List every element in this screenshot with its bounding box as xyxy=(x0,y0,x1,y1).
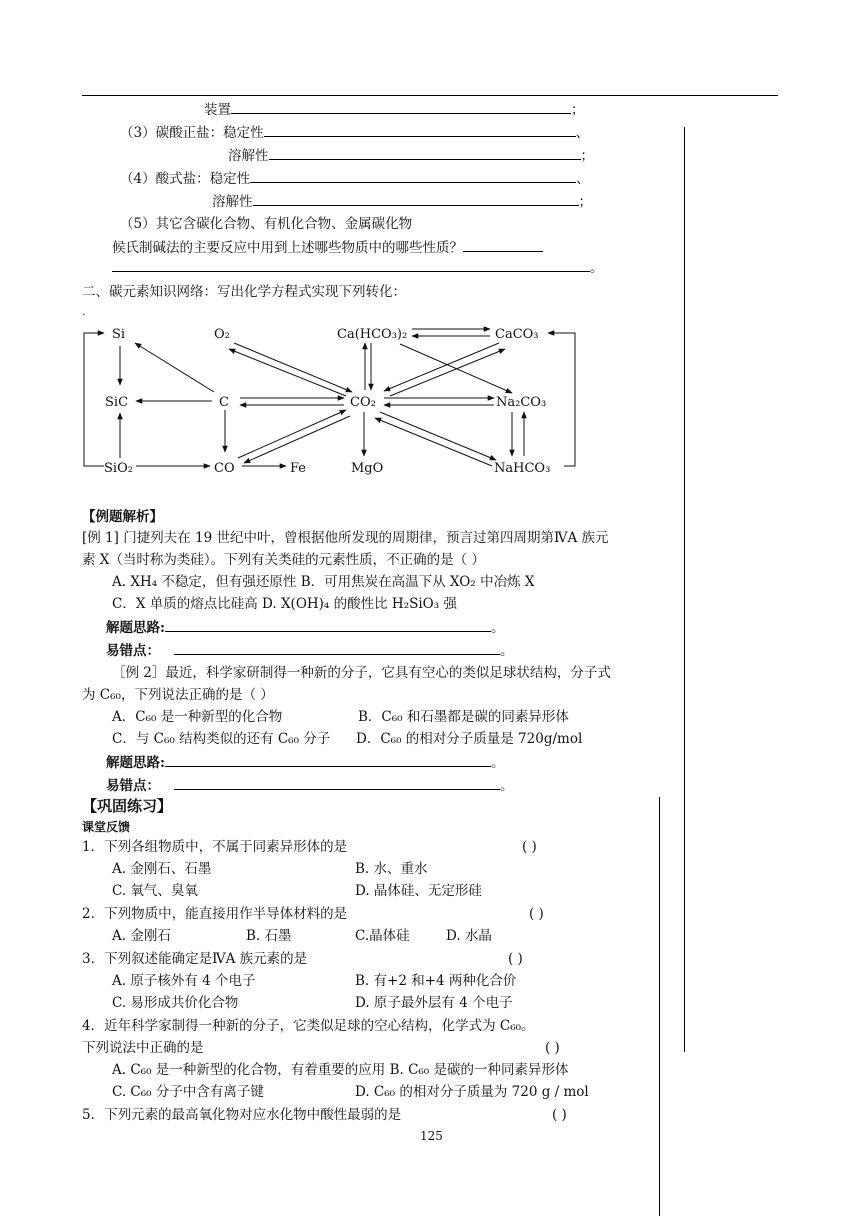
q2-option-b: B. 石墨 xyxy=(246,928,292,944)
practice-header: 【巩固练习】 xyxy=(82,797,173,815)
practice-subheader: 课堂反馈 xyxy=(82,820,131,834)
q4-answer-paren: ( ) xyxy=(545,1040,560,1056)
q1-option-d: D. 晶体硅、无定形硅 xyxy=(355,883,482,899)
q1-option-b: B. 水、重水 xyxy=(355,861,428,877)
device-line: 装置 ； xyxy=(204,102,585,118)
ex2-line2: 为 C₆₀，下列说法正确的是（ ） xyxy=(82,687,274,703)
examples-header: 【例题解析】 xyxy=(82,509,163,525)
arrow-co2-nahco3 xyxy=(380,412,496,460)
node-sio2: SiO₂ xyxy=(104,461,133,476)
q1-option-c: C. 氧气、臭氧 xyxy=(112,883,198,899)
q3-option-a: A. 原子核外有 4 个电子 xyxy=(112,973,256,989)
section2-title: 二、碳元素知识网络：写出化学方程式实现下列转化： xyxy=(82,284,406,300)
ex1-line1: [例 1] 门捷列夫在 19 世纪中叶，曾根据他所发现的周期律，预言过第四周期第ⅣA 族元 xyxy=(82,530,609,546)
arrow-co2-caco3 xyxy=(390,349,505,396)
node-nahco3: NaHCO₃ xyxy=(494,461,551,476)
ex2-option-b: B．C₆₀ 和石墨都是碳的同素异形体 xyxy=(358,709,569,725)
ex2-option-a: A．C₆₀ 是一种新型的化合物 xyxy=(112,709,283,725)
normal-salt-solubility: 溶解性 ； xyxy=(228,148,594,164)
arrow-o2-co2 xyxy=(234,343,352,392)
q2-option-c: C.晶体硅 xyxy=(355,928,410,944)
arrow-nahco3-co2 xyxy=(375,418,492,466)
q3-answer-paren: ( ) xyxy=(508,951,523,967)
node-co: CO xyxy=(214,461,235,476)
q2-answer-paren: ( ) xyxy=(529,906,544,922)
arrow-co2-co xyxy=(244,416,350,463)
q2-option-d: D. 水晶 xyxy=(446,928,492,944)
q4-option-d: D. C₆₀ 的相对分子质量为 720 g / mol xyxy=(355,1084,589,1100)
arrow-co-co2 xyxy=(238,410,346,458)
node-fe: Fe xyxy=(290,461,307,476)
node-c: C xyxy=(219,395,229,410)
acid-salt-solubility: 溶解性 ； xyxy=(212,194,592,210)
ex2-mistake-line: 易错点： 。 xyxy=(106,778,514,794)
q3-option-d: D. 原子最外层有 4 个电子 xyxy=(355,995,513,1011)
node-na2co3: Na₂CO₃ xyxy=(496,395,547,410)
ex1-mistake-line: 易错点： 。 xyxy=(106,643,514,659)
ex2-option-d: D．C₆₀ 的相对分子质量是 720g/mol xyxy=(356,731,583,747)
q4-stem-line2: 下列说法中正确的是 xyxy=(82,1040,204,1056)
arrow-c-si xyxy=(135,343,214,392)
q4-stem-line1: 4．近年科学家制得一种新的分子，它类似足球的空心结构，化学式为 C₆₀。 xyxy=(82,1018,535,1034)
node-caco3: CaCO₃ xyxy=(495,327,539,342)
node-si: Si xyxy=(112,327,126,342)
q5-answer-paren: ( ) xyxy=(552,1107,567,1123)
ex1-line2: 素 X（当时称为类硅）。下列有关类硅的元素性质，不正确的是（ ） xyxy=(82,552,485,568)
node-mgo: MgO xyxy=(351,461,384,476)
arrow-sio2-si-bracket xyxy=(84,333,104,466)
q5-stem: 5．下列元素的最高氧化物对应水化物中酸性最弱的是 xyxy=(82,1107,402,1123)
node-o2: O₂ xyxy=(214,327,230,342)
q3-option-b: B. 有+2 和+4 两种化合价 xyxy=(355,973,517,989)
q3-stem: 3．下列叙述能确定是ⅣA 族元素的是 xyxy=(82,951,308,967)
ex2-think-line: 解题思路: 。 xyxy=(106,755,505,771)
node-co2: CO₂ xyxy=(350,395,376,410)
node-cahco3: Ca(HCO₃)₂ xyxy=(337,327,408,342)
hou-process-answer-line: 。 xyxy=(112,258,604,277)
acid-salt-stability: （4）酸式盐：稳定性 、 xyxy=(120,171,590,187)
section2-dot: . xyxy=(82,305,86,318)
page-number: 125 xyxy=(420,1129,443,1143)
q1-answer-paren: ( ) xyxy=(522,839,537,855)
ex1-option-ab: A. XH₄ 不稳定，但有强还原性 B．可用焦炭在高温下从 XO₂ 中冶炼 X xyxy=(112,574,535,590)
normal-salt-stability: （3）碳酸正盐：稳定性 、 xyxy=(120,125,590,141)
q2-option-a: A. 金刚石 xyxy=(112,928,171,944)
arrow-co2-o2 xyxy=(229,349,346,396)
q4-option-c: C. C₆₀ 分子中含有离子键 xyxy=(112,1084,264,1100)
hou-process-question: 候氏制碱法的主要反应中用到上述哪些物质中的哪些性质？ xyxy=(112,238,543,257)
q4-option-ab: A. C₆₀ 是一种新型的化合物，有着重要的应用 B. C₆₀ 是碳的一种同素异形体 xyxy=(112,1062,569,1078)
arrow-caco3-co2 xyxy=(384,343,499,391)
q1-option-a: A. 金刚石、石墨 xyxy=(112,861,212,877)
arrow-nahco3-caco3-bracket xyxy=(548,333,575,466)
ex2-line1: ［例 2］最近，科学家研制得一种新的分子，它具有空心的类似足球状结构，分子式 xyxy=(112,665,611,681)
ex1-option-cd: C．X 单质的熔点比硅高 D. X(OH)₄ 的酸性比 H₂SiO₃ 强 xyxy=(112,596,457,612)
ex2-option-c: C．与 C₆₀ 结构类似的还有 C₆₀ 分子 xyxy=(112,731,331,747)
other-compounds-line: （5）其它含碳化合物、有机化合物、金属碳化物 xyxy=(120,216,413,232)
q3-option-c: C. 易形成共价化合物 xyxy=(112,995,239,1011)
q2-stem: 2．下列物质中，能直接用作半导体材料的是 xyxy=(82,906,348,922)
node-sic: SiC xyxy=(105,395,129,410)
ex1-think-line: 解题思路: 。 xyxy=(106,620,505,636)
q1-stem: 1．下列各组物质中，不属于同素异形体的是 xyxy=(82,839,348,855)
